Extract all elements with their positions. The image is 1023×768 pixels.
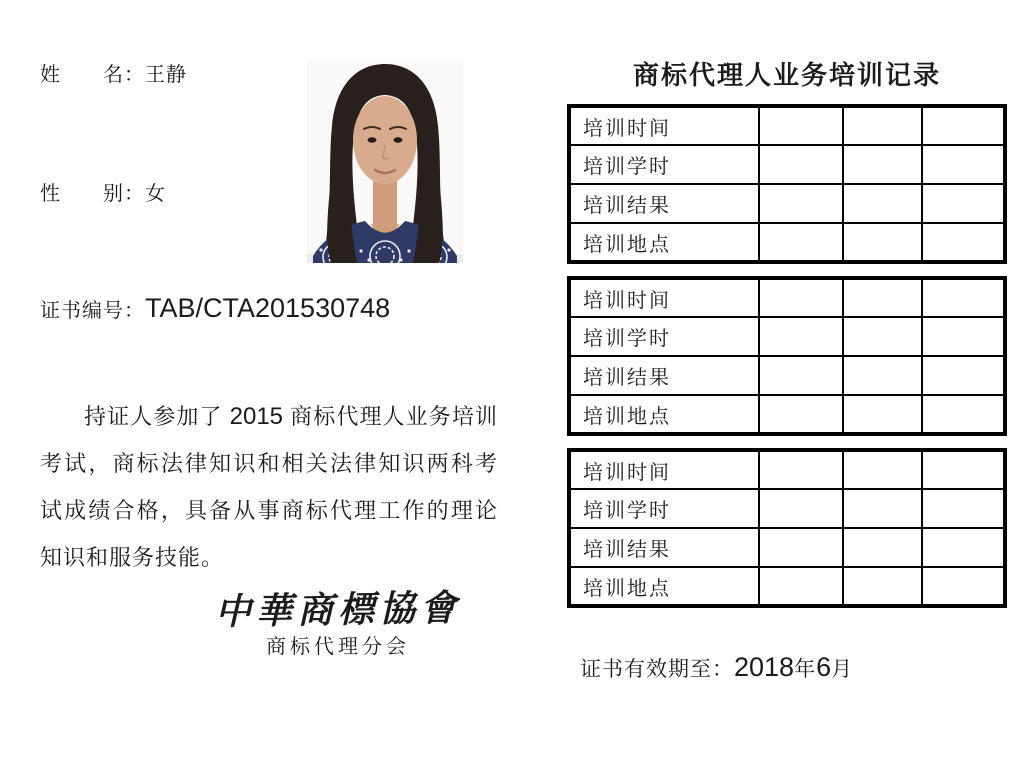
statement-part1: 持证人参加了: [84, 404, 223, 429]
validity-month: 6: [816, 652, 832, 682]
table-row: [569, 395, 1005, 434]
value-cell: [843, 145, 922, 184]
value-cell: [759, 567, 843, 606]
training-table: [567, 448, 1007, 608]
row-label-cell: 培训时间: [569, 450, 759, 489]
table-row: [569, 317, 1005, 356]
value-cell: [843, 106, 922, 145]
row-label-cell: 培训结果: [569, 356, 759, 395]
value-cell: [922, 317, 1005, 356]
value-cell: [759, 356, 843, 395]
statement-part2: 商标代理人业务培训考试，商标法律知识和相关法律知识两科考试成绩合格，具备从事商标代理工作的理论知识和服务技能。: [40, 404, 498, 570]
value-cell: [922, 450, 1005, 489]
row-label-cell: 培训地点: [569, 395, 759, 434]
value-cell: [759, 395, 843, 434]
validity-month-unit: 月: [831, 657, 854, 681]
row-label-cell: 培训结果: [569, 184, 759, 223]
value-cell: [843, 528, 922, 567]
table-row: [569, 489, 1005, 528]
certificate-statement: [40, 393, 498, 581]
cert-number-value: TAB/CTA201530748: [145, 293, 391, 323]
value-cell: [843, 223, 922, 262]
association-branch: 商标代理分会: [266, 636, 410, 658]
value-cell: [759, 106, 843, 145]
name-label: 姓 名：: [40, 64, 145, 86]
table-row: [569, 567, 1005, 606]
value-cell: [843, 450, 922, 489]
statement-year: 2015: [229, 403, 284, 430]
value-cell: [759, 528, 843, 567]
table-row: [569, 450, 1005, 489]
row-label-cell: 培训结果: [569, 528, 759, 567]
training-tables: [567, 104, 1007, 608]
value-cell: [922, 223, 1005, 262]
value-cell: [843, 184, 922, 223]
value-cell: [759, 223, 843, 262]
row-label-cell: 培训学时: [569, 145, 759, 184]
cert-number-label: 证书编号：: [40, 300, 145, 322]
value-cell: [922, 106, 1005, 145]
value-cell: [922, 489, 1005, 528]
table-row: [569, 184, 1005, 223]
association-seal-script: 中華商標協會: [214, 587, 462, 633]
training-table: [567, 104, 1007, 264]
value-cell: [843, 489, 922, 528]
value-cell: [922, 528, 1005, 567]
training-table: [567, 276, 1007, 436]
validity-label: 证书有效期至：: [580, 657, 734, 681]
name-value: 王静: [145, 64, 187, 86]
id-photo: [307, 58, 463, 263]
value-cell: [843, 567, 922, 606]
value-cell: [843, 395, 922, 434]
record-title: 商标代理人业务培训记录: [632, 61, 941, 90]
table-row: [569, 223, 1005, 262]
value-cell: [922, 145, 1005, 184]
value-cell: [843, 317, 922, 356]
value-cell: [843, 356, 922, 395]
gender-value: 女: [145, 183, 166, 205]
name-row: [40, 58, 187, 87]
gender-row: [40, 177, 166, 206]
row-label-cell: 培训时间: [569, 278, 759, 317]
table-row: [569, 356, 1005, 395]
value-cell: [759, 317, 843, 356]
value-cell: [922, 184, 1005, 223]
table-row: [569, 528, 1005, 567]
value-cell: [922, 278, 1005, 317]
value-cell: [922, 356, 1005, 395]
value-cell: [843, 278, 922, 317]
row-label-cell: 培训学时: [569, 489, 759, 528]
row-label-cell: 培训时间: [569, 106, 759, 145]
table-row: [569, 106, 1005, 145]
value-cell: [759, 489, 843, 528]
value-cell: [922, 567, 1005, 606]
value-cell: [922, 395, 1005, 434]
value-cell: [759, 450, 843, 489]
row-label-cell: 培训地点: [569, 223, 759, 262]
gender-label: 性 别：: [40, 183, 145, 205]
row-label-cell: 培训学时: [569, 317, 759, 356]
table-row: [569, 145, 1005, 184]
validity-year: 2018: [734, 652, 795, 682]
value-cell: [759, 145, 843, 184]
id-photo-portrait: [307, 58, 463, 263]
validity-row: [580, 652, 853, 683]
row-label-cell: 培训地点: [569, 567, 759, 606]
value-cell: [759, 184, 843, 223]
cert-number-row: [40, 293, 390, 324]
table-row: [569, 278, 1005, 317]
value-cell: [759, 278, 843, 317]
validity-year-unit: 年: [794, 657, 817, 681]
